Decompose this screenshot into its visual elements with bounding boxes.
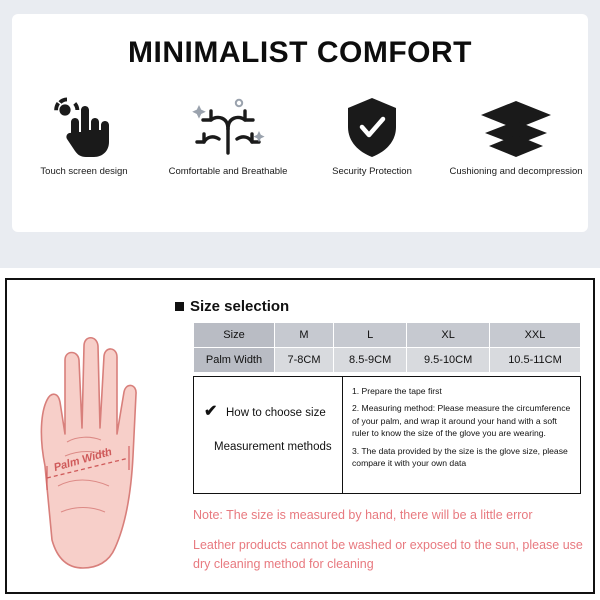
feature-list [12, 92, 588, 177]
how-to-choose-size-box [193, 376, 581, 494]
how-to-title: How to choose size [226, 407, 326, 419]
table-cell: M [275, 323, 334, 348]
size-selection-title [175, 298, 289, 315]
table-cell: 9.5-10CM [407, 348, 490, 373]
feature-label: Security Protection [332, 166, 412, 177]
feature-item-breathable [156, 92, 300, 177]
features-card [12, 14, 588, 232]
bullet-square-icon [175, 302, 184, 311]
how-to-steps [342, 377, 580, 493]
table-cell: 10.5-11CM [490, 348, 581, 373]
feature-item-touch-screen [12, 92, 156, 177]
measurement-methods-title: Measurement methods [214, 441, 332, 453]
how-to-labels [194, 377, 342, 493]
table-row-header: Palm Width [194, 348, 275, 373]
layers-cushion-icon [444, 92, 588, 164]
touch-hand-icon [12, 92, 156, 164]
feature-item-cushioning [444, 92, 588, 177]
feature-label: Touch screen design [40, 166, 128, 177]
features-panel [0, 0, 600, 268]
step-item: 1. Prepare the tape first [352, 386, 442, 396]
feature-label: Cushioning and decompression [449, 166, 583, 177]
care-instructions-note: Leather products cannot be washed or exposed to the sun, please use dry cleaning method for cleaning [193, 538, 583, 572]
shield-check-icon [300, 92, 444, 164]
page-title: MINIMALIST COMFORT [128, 36, 472, 69]
table-cell: 8.5-9CM [334, 348, 407, 373]
check-icon: ✔ [204, 403, 218, 420]
table-cell: XL [407, 323, 490, 348]
table-row [194, 348, 581, 373]
table-row-header: Size [194, 323, 275, 348]
table-cell: XXL [490, 323, 581, 348]
feature-label: Comfortable and Breathable [168, 166, 288, 177]
size-error-note: Note: The size is measured by hand, there will be a little error [193, 508, 533, 522]
feature-item-security [300, 92, 444, 177]
breathable-arrows-icon [156, 92, 300, 164]
table-cell: L [334, 323, 407, 348]
size-table [193, 322, 581, 373]
palm-width-label: Palm Width [52, 445, 114, 475]
step-item: 3. The data provided by the size is the glove size, please compare it with your own data [352, 445, 568, 469]
table-row [194, 323, 581, 348]
table-cell: 7-8CM [275, 348, 334, 373]
hand-illustration [25, 316, 165, 576]
size-selection-panel [5, 278, 595, 594]
step-item: 2. Measuring method: Please measure the circumference of your palm, and wrap it around your hand with a soft ruler to know the size of the glove you are wearing. [352, 403, 571, 439]
size-selection-title-text: Size selection [190, 298, 290, 315]
